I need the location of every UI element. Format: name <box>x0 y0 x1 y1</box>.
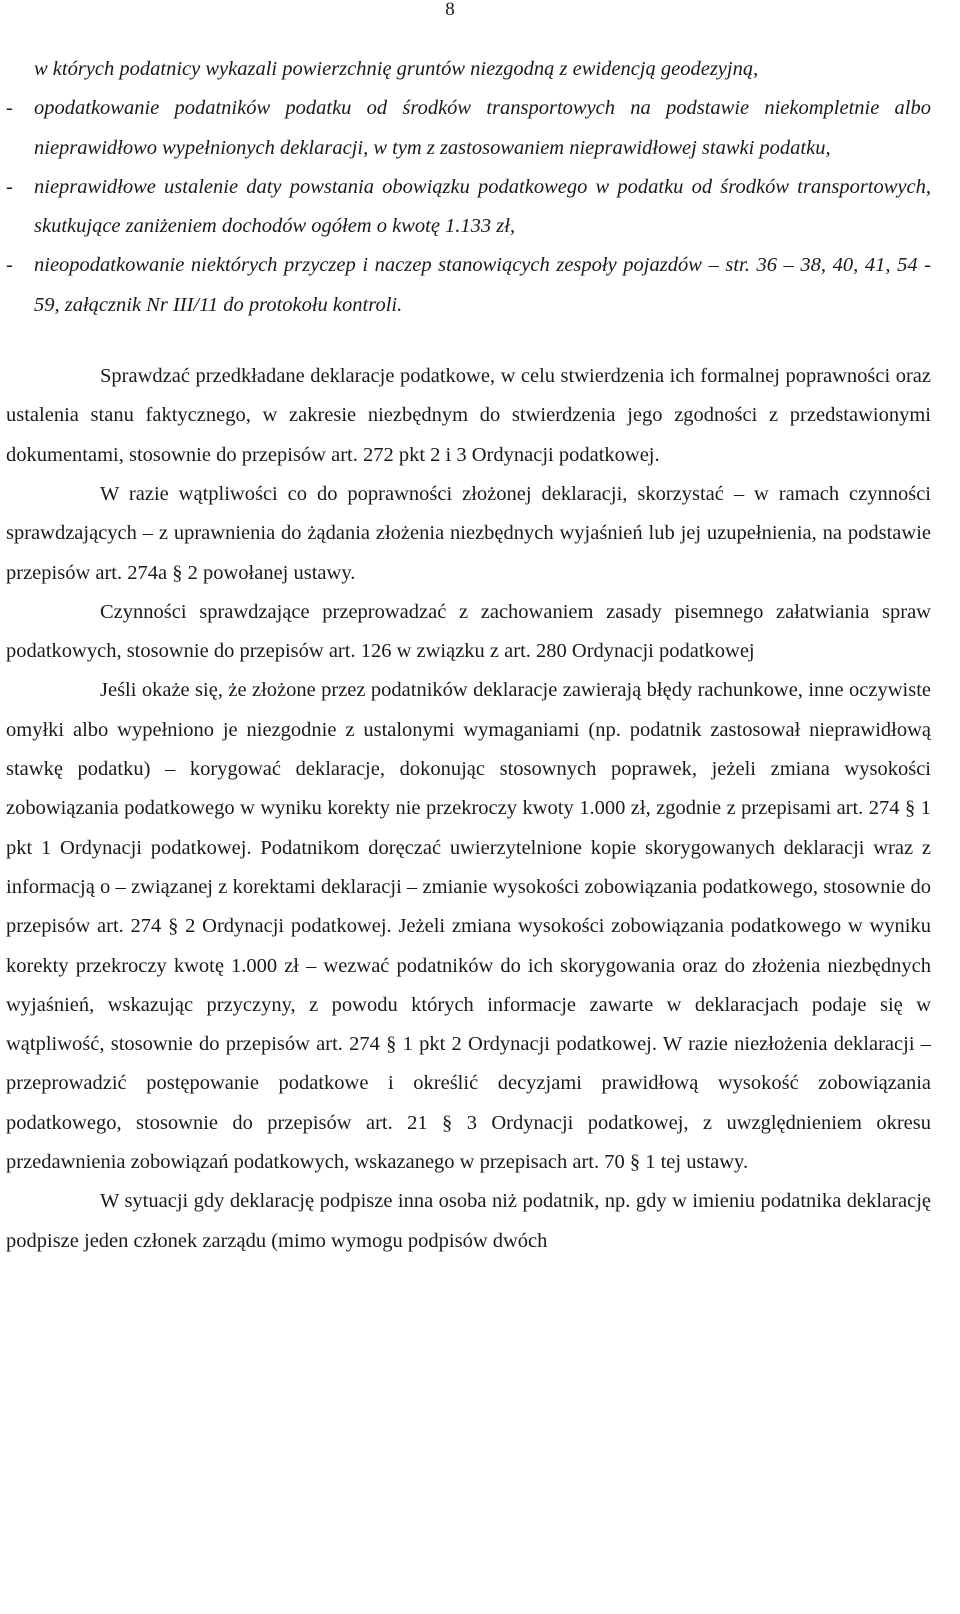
list-dash: - <box>6 97 13 120</box>
list-dash: - <box>6 175 13 198</box>
recommendations-section <box>6 357 931 1261</box>
finding-item-text: nieprawidłowe ustalenie daty powstania obowiązku podatkowego w podatku od środków transportowych, skutkujące zaniżeniem dochodów ogółem o kwotę 1.133 zł, <box>34 175 931 238</box>
document-body <box>6 50 931 1261</box>
finding-item <box>6 246 931 325</box>
paragraph: Czynności sprawdzające przeprowadzać z zachowaniem zasady pisemnego załatwiania spraw podatkowych, stosownie do przepisów art. 126 w związku z art. 280 Ordynacji podatkowej <box>6 600 931 663</box>
finding-item-text: nieopodatkowanie niektórych przyczep i naczep stanowiących zespoły pojazdów – str. 36 – 38, 40, 41, 54 - 59, załącznik Nr III/11 do protokołu kontroli. <box>34 254 931 316</box>
paragraph: W sytuacji gdy deklarację podpisze inna osoba niż podatnik, np. gdy w imieniu podatnika deklarację podpisze jeden członek zarządu (mimo wymogu podpisów dwóch <box>6 1190 931 1252</box>
finding-item-text: opodatkowanie podatników podatku od środków transportowych na podstawie niekompletnie albo nieprawidłowo wypełnionych deklaracji, w tym z zastosowaniem nieprawidłowej stawki podatku, <box>34 97 931 159</box>
findings-list <box>6 50 931 325</box>
paragraph: Sprawdzać przedkładane deklaracje podatkowe, w celu stwierdzenia ich formalnej poprawności oraz ustalenia stanu faktycznego, w zakresie niezbędnym do stwierdzenia jego zgodności z przedstawionymi dokumentami, stosownie do przepisów art. 272 pkt 2 i 3 Ordynacji podatkowej. <box>6 365 931 466</box>
list-dash: - <box>6 254 13 277</box>
paragraph: W razie wątpliwości co do poprawności złożonej deklaracji, skorzystać – w ramach czynności sprawdzających – z uprawnienia do żądania złożenia niezbędnych wyjaśnień lub jej uzupełnienia, na podstawie przepisów art. 274a § 2 powołanej ustawy. <box>6 482 931 584</box>
page-number: 8 <box>445 0 455 20</box>
finding-item <box>6 89 931 168</box>
finding-item <box>6 168 931 247</box>
paragraph: Jeśli okaże się, że złożone przez podatników deklaracje zawierają błędy rachunkowe, inne oczywiste omyłki albo wypełniono je niezgodnie z ustalonymi wymaganiami (np. podatnik zastosował nieprawidłową stawkę podatku) – korygować deklaracje, dokonując stosownych poprawek, jeżeli zmiana wysokości zobowiązania podatkowego w wyniku korekty nie przekroczy kwoty 1.000 zł, zgodnie z przepisami art. 274 § 1 pkt 1 Ordynacji podatkowej. Podatnikom doręczać uwierzytelnione kopie skorygowanych deklaracji wraz z informacją o – związanej z korektami deklaracji – zmianie wysokości zobowiązania podatkowego, stosownie do przepisów art. 274 § 2 Ordynacji podatkowej. Jeżeli zmiana wysokości zobowiązania podatkowego w wyniku korekty przekroczy kwotę 1.000 zł – wezwać podatników do ich skorygowania oraz do złożenia niezbędnych wyjaśnień, wskazując przyczyny, z powodu których informacje zawarte w deklaracjach podaje się w wątpliwość, stosownie do przepisów art. 274 § 1 pkt 2 Ordynacji podatkowej. W razie niezłożenia deklaracji – przeprowadzić postępowanie podatkowe i określić decyzjami prawidłową wysokość zobowiązania podatkowego, stosownie do przepisów art. 21 § 3 Ordynacji podatkowej, z uwzględnieniem okresu przedawnienia zobowiązań podatkowych, wskazanego w przepisach art. 70 § 1 tej ustawy. <box>6 679 931 1174</box>
findings-intro-text: w których podatnicy wykazali powierzchnię gruntów niezgodną z ewidencją geodezyjną, <box>34 58 759 80</box>
